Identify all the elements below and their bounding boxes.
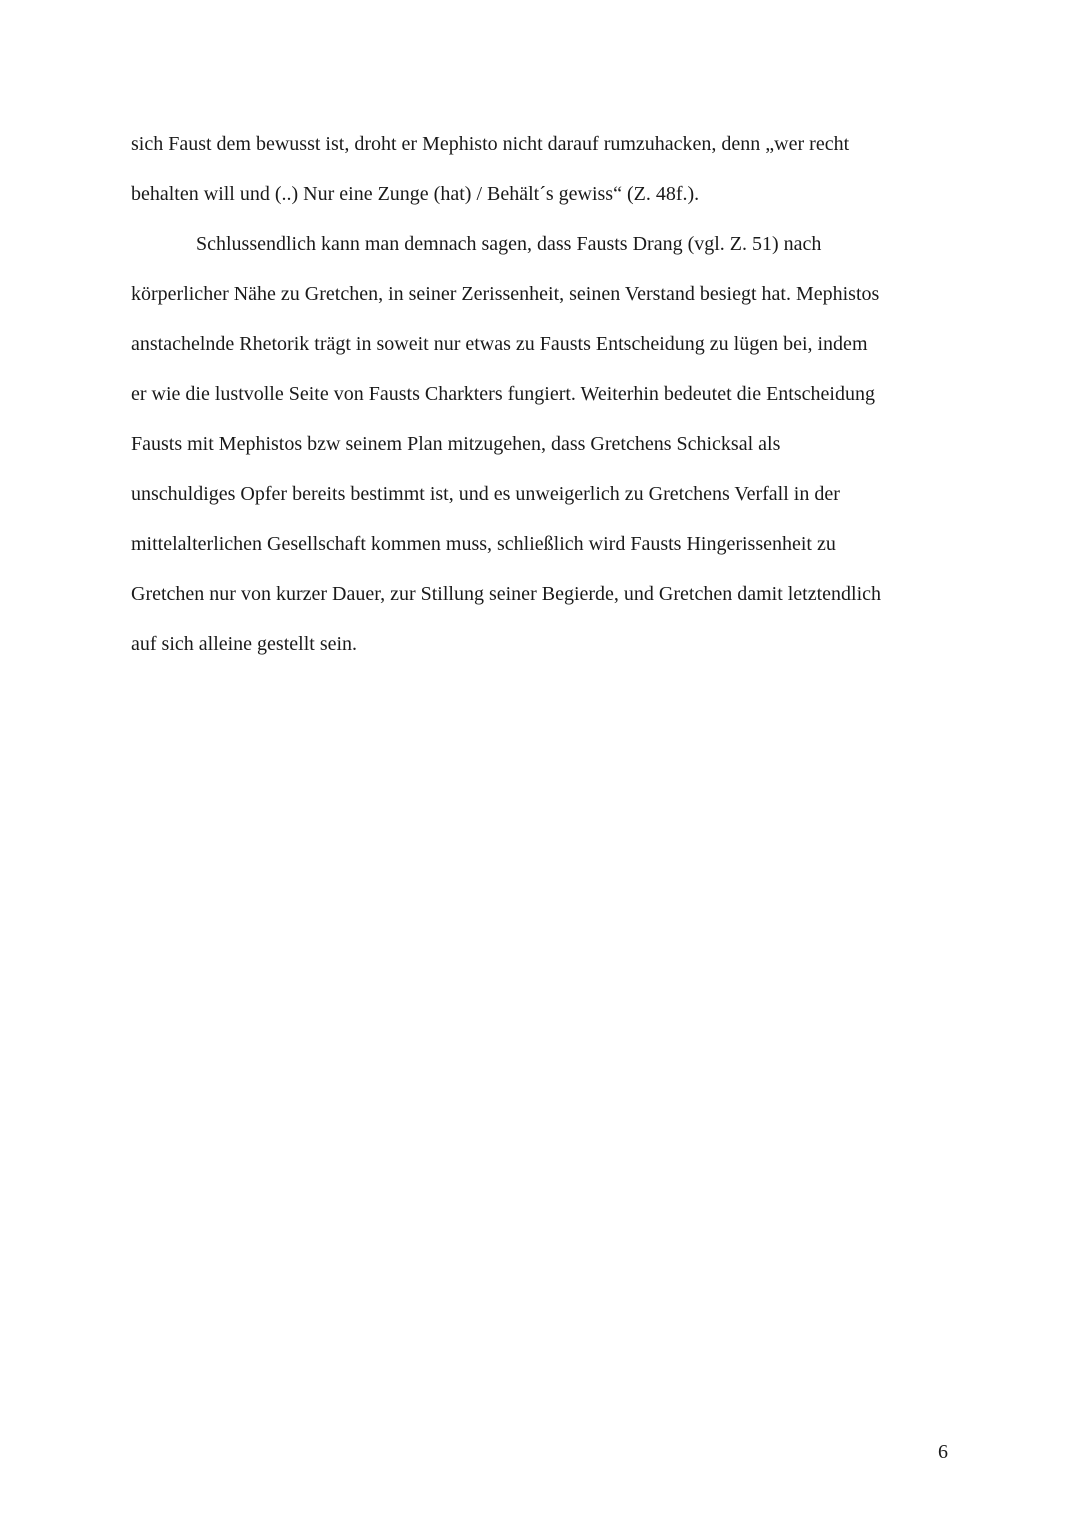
page-number: 6 [938, 1441, 948, 1463]
text-line: mittelalterlichen Gesellschaft kommen muss, schließlich wird Fausts Hingerissenheit zu [131, 533, 836, 555]
text-line: Fausts mit Mephistos bzw seinem Plan mitzugehen, dass Gretchens Schicksal als [131, 433, 781, 455]
text-line: auf sich alleine gestellt sein. [131, 633, 358, 655]
text-line: sich Faust dem bewusst ist, droht er Mephisto nicht darauf rumzuhacken, denn „wer recht [131, 133, 850, 155]
text-line: körperlicher Nähe zu Gretchen, in seiner Zerissenheit, seinen Verstand besiegt hat. Mephistos [131, 283, 880, 305]
text-line: anstachelnde Rhetorik trägt in soweit nur etwas zu Fausts Entscheidung zu lügen bei, indem [131, 333, 868, 355]
text-line: behalten will und (..) Nur eine Zunge (hat) / Behält´s gewiss“ (Z. 48f.). [131, 183, 700, 205]
paragraph-first-line: Schlussendlich kann man demnach sagen, dass Fausts Drang (vgl. Z. 51) nach [196, 233, 822, 255]
text-line: Gretchen nur von kurzer Dauer, zur Stillung seiner Begierde, und Gretchen damit letztendlich [131, 583, 882, 605]
text-line: er wie die lustvolle Seite von Fausts Charkters fungiert. Weiterhin bedeutet die Entscheidung [131, 383, 875, 405]
text-line: unschuldiges Opfer bereits bestimmt ist, und es unweigerlich zu Gretchens Verfall in der [131, 483, 840, 505]
